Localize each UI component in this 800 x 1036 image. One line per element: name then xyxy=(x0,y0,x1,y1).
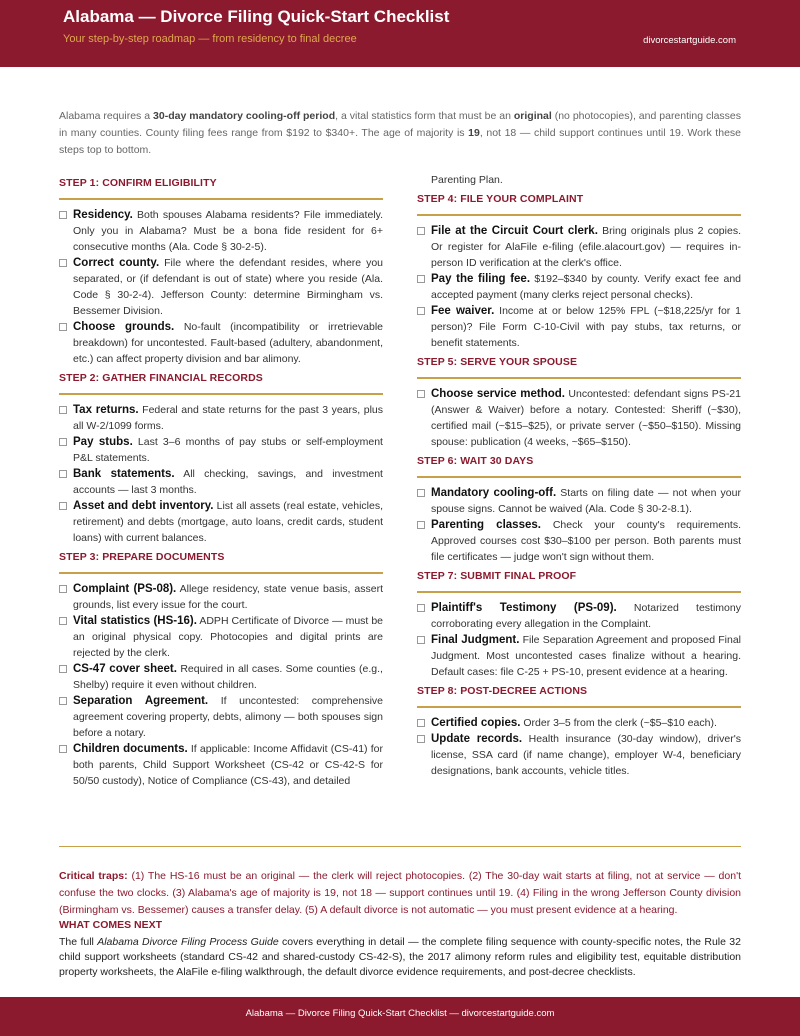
checkbox-icon[interactable] xyxy=(59,585,67,593)
item-text: Starts on filing date — not when your spouse signs. Cannot be waived (Ala. Code § 30-2-8.1). xyxy=(431,487,741,515)
step-5-heading: STEP 5: SERVE YOUR SPOUSE xyxy=(417,356,578,368)
step-divider xyxy=(59,393,383,395)
item-lead: Choose service method. xyxy=(431,388,565,400)
step-divider xyxy=(417,377,741,379)
checkbox-icon[interactable] xyxy=(417,604,425,612)
step-divider xyxy=(417,476,741,478)
item-text: If applicable: Income Affidavit (CS-41) for both parents, Child Support Worksheet (CS-42 or CS-42-S for 50/50 custody), Notice of Compliance (CS-43), and detailed xyxy=(73,743,383,787)
checklist-item[interactable] xyxy=(59,319,383,367)
step-4-heading: STEP 4: FILE YOUR COMPLAINT xyxy=(417,193,584,205)
item-text: Required in all cases. Some counties (e.g., Shelby) require it even without children. xyxy=(73,663,383,691)
item-text: All checking, savings, and investment accounts — last 3 months. xyxy=(73,468,383,496)
checkbox-icon[interactable] xyxy=(59,211,67,219)
page-footer xyxy=(0,997,800,1036)
right-column xyxy=(417,172,741,779)
checkbox-icon[interactable] xyxy=(59,617,67,625)
item-text: Health insurance (30-day window), driver's license, SSA card (if name change), employer W-4, beneficiary designations, bank accounts, vehicle titles. xyxy=(431,733,741,777)
item-text: Bring originals plus 2 copies. Or register for AlaFile e-filing (efile.alacourt.gov) — requires in-person ID verification at the clerk's office. xyxy=(431,225,741,269)
step-2-heading: STEP 2: GATHER FINANCIAL RECORDS xyxy=(59,372,263,384)
checkbox-icon[interactable] xyxy=(59,406,67,414)
item-text: If uncontested: comprehensive agreement covering property, debts, alimony — both spouses sign before a notary. xyxy=(73,695,384,739)
checkbox-icon[interactable] xyxy=(59,697,67,705)
checklist-item[interactable] xyxy=(417,600,741,632)
what-comes-next-heading: WHAT COMES NEXT xyxy=(59,919,163,931)
page-header xyxy=(0,0,800,67)
checkbox-icon[interactable] xyxy=(59,323,67,331)
item-text: $192–$340 by county. Verify exact fee and accepted payment (many clerks reject personal checks). xyxy=(431,273,742,301)
item-text: File where the defendant resides, where you separated, or (if defendant is out of state) where you reside (Ala. Code § 30-2-4). Jefferson County: determine Birmingham vs. Bessemer Division. xyxy=(73,257,383,317)
item-lead: Update records. xyxy=(431,733,523,745)
checklist-item[interactable] xyxy=(59,581,383,613)
checkbox-icon[interactable] xyxy=(59,259,67,267)
checkbox-icon[interactable] xyxy=(417,275,425,283)
checkbox-icon[interactable] xyxy=(59,745,67,753)
intro-text: (no photocopies), and parenting classes in many counties. County filing fees range from $192 to $340+. The age of majority is xyxy=(59,110,741,139)
checklist-item[interactable] xyxy=(59,434,383,466)
footer-text: Alabama — Divorce Filing Quick-Start Checklist — divorcestartguide.com xyxy=(245,1008,555,1019)
item-text: Check your county's requirements. Approved courses cost $30–$100 per person. Both parents must file certificates — judge won't sign without them. xyxy=(431,519,741,563)
item-lead: Fee waiver. xyxy=(431,305,495,317)
item-lead: Pay stubs. xyxy=(73,436,133,448)
item-lead: Parenting classes. xyxy=(431,519,541,531)
item-lead: Complaint (PS-08). xyxy=(73,583,177,595)
item-text: ADPH Certificate of Divorce — must be an original physical copy. Photocopies and digital prints are rejected by the clerk. xyxy=(73,615,384,659)
checkbox-icon[interactable] xyxy=(417,390,425,398)
checkbox-icon[interactable] xyxy=(417,227,425,235)
item-text: Uncontested: defendant signs PS-21 (Answer & Waiver) before a notary. Contested: Sheriff (~$30), certified mail (~$15–$25), or private server (~$50–$150). Missing spouse: publication (4 weeks, ~$65–$150). xyxy=(431,388,741,448)
checkbox-icon[interactable] xyxy=(417,307,425,315)
item-lead: File at the Circuit Court clerk. xyxy=(431,225,598,237)
next-text: The full xyxy=(59,936,98,948)
checklist-item[interactable] xyxy=(417,517,741,565)
item-text: Order 3–5 from the clerk (~$5–$10 each). xyxy=(520,717,717,729)
checklist-item[interactable] xyxy=(59,255,383,319)
checklist-item[interactable] xyxy=(59,207,383,255)
item-text: Allege residency, state venue basis, assert grounds, list every issue for the court. xyxy=(73,583,383,611)
item-lead: Correct county. xyxy=(73,257,160,269)
traps-label: Critical traps: xyxy=(59,870,128,882)
intro-text: Alabama requires a xyxy=(59,110,154,122)
item-text: List all assets (real estate, vehicles, retirement) and debts (mortgage, auto loans, credit cards, student loans) with current balances. xyxy=(73,500,383,544)
step-7-heading: STEP 7: SUBMIT FINAL PROOF xyxy=(417,570,577,582)
step-3-heading: STEP 3: PREPARE DOCUMENTS xyxy=(59,551,225,563)
item-lead: Residency. xyxy=(73,209,133,221)
checklist-item[interactable] xyxy=(417,632,741,680)
checklist-item[interactable] xyxy=(59,741,383,789)
critical-traps xyxy=(59,868,741,919)
item-text: Both spouses Alabama residents? File immediately. Only you in Alabama? Must be a bona fide resident for 6+ consecutive months (Ala. Code § 30-2-5). xyxy=(73,209,383,253)
item-lead: Tax returns. xyxy=(73,404,139,416)
checklist-item[interactable] xyxy=(417,223,741,271)
checklist-item[interactable] xyxy=(417,303,741,351)
item-lead: Asset and debt inventory. xyxy=(73,500,214,512)
intro-paragraph xyxy=(59,108,741,159)
checkbox-icon[interactable] xyxy=(417,735,425,743)
item-lead: Choose grounds. xyxy=(73,321,175,333)
item-lead: Final Judgment. xyxy=(431,634,520,646)
step-6-heading: STEP 6: WAIT 30 DAYS xyxy=(417,455,534,467)
item-text: No-fault (incompatibility or irretrievable breakdown) for uncontested. Fault-based (adultery, abandonment, etc.) can affect property division and bar alimony. xyxy=(73,321,383,365)
checklist-item[interactable] xyxy=(59,693,383,741)
item-lead: Certified copies. xyxy=(431,717,521,729)
section-divider xyxy=(59,846,741,847)
checklist-item[interactable] xyxy=(59,661,383,693)
checklist-item[interactable] xyxy=(417,386,741,450)
item-text: File Separation Agreement and proposed Final Judgment. Most uncontested cases finalize without a hearing. Default cases: file C-25 + PS-10, present evidence at a hearing. xyxy=(431,634,742,678)
step-divider xyxy=(59,198,383,200)
intro-bold-original: original xyxy=(513,110,552,122)
page-title: Alabama — Divorce Filing Quick-Start Checklist xyxy=(63,7,450,26)
item-continuation: Parenting Plan. xyxy=(431,174,503,186)
item-lead: Vital statistics (HS-16). xyxy=(73,615,197,627)
item-text: Income at or below 125% FPL (~$18,225/yr for 1 person)? File Form C-10-Civil with pay stubs, tax returns, or benefit statements. xyxy=(431,305,741,349)
checklist-item[interactable] xyxy=(59,466,383,498)
item-text: Last 3–6 months of pay stubs or self-employment P&L statements. xyxy=(73,436,383,464)
page-subtitle: Your step-by-step roadmap — from residency to final decree xyxy=(63,33,357,45)
step-divider xyxy=(417,706,741,708)
item-lead: CS-47 cover sheet. xyxy=(73,663,177,675)
step-divider xyxy=(417,214,741,216)
checklist-item[interactable] xyxy=(417,715,741,731)
checkbox-icon[interactable] xyxy=(59,438,67,446)
checklist-item[interactable] xyxy=(59,402,383,434)
checkbox-icon[interactable] xyxy=(417,636,425,644)
item-lead: Children documents. xyxy=(73,743,188,755)
checklist-item[interactable] xyxy=(417,485,741,517)
item-lead: Pay the filing fee. xyxy=(431,273,531,285)
left-column xyxy=(59,172,383,789)
item-lead: Plaintiff's Testimony (PS-09). xyxy=(431,602,617,614)
step-divider xyxy=(59,572,383,574)
checkbox-icon[interactable] xyxy=(59,665,67,673)
site-name: divorcestartguide.com xyxy=(643,35,736,46)
guide-title: Alabama Divorce Filing Process Guide xyxy=(97,936,279,948)
checkbox-icon[interactable] xyxy=(417,521,425,529)
item-text: Notarized testimony corroborating every allegation in the Complaint. xyxy=(431,602,741,630)
checkbox-icon[interactable] xyxy=(417,719,425,727)
item-lead: Separation Agreement. xyxy=(73,695,209,707)
what-comes-next-paragraph xyxy=(59,935,741,980)
checkbox-icon[interactable] xyxy=(59,470,67,478)
item-lead: Mandatory cooling-off. xyxy=(431,487,557,499)
checklist-item[interactable] xyxy=(59,498,383,546)
checkbox-icon[interactable] xyxy=(59,502,67,510)
item-text: Federal and state returns for the past 3 years, plus all W-2/1099 forms. xyxy=(73,404,383,432)
intro-text: , not 18 — child support continues until 19. Work these steps top to bottom. xyxy=(59,127,741,156)
checklist-item[interactable] xyxy=(59,613,383,661)
checklist-item[interactable] xyxy=(417,271,741,303)
step-divider xyxy=(417,591,741,593)
checkbox-icon[interactable] xyxy=(417,489,425,497)
checklist-item[interactable] xyxy=(417,731,741,779)
step-1-heading: STEP 1: CONFIRM ELIGIBILITY xyxy=(59,177,217,189)
step-8-heading: STEP 8: POST-DECREE ACTIONS xyxy=(417,685,588,697)
item-lead: Bank statements. xyxy=(73,468,175,480)
next-text: covers everything in detail — the complete filing sequence with county-specific notes, the Rule 32 child support worksheets (standard CS-42 and shared-custody CS-42-S), the 2017 alimony reform rules and eligibility test, equitable distribution property worksheets, the AlaFile e-filing walkthrough, the default divorce evidence requirements, and post-decree checklists. xyxy=(59,936,741,978)
intro-bold-age: 19 xyxy=(468,127,480,139)
intro-bold-cooling-off: 30-day mandatory cooling-off period xyxy=(153,110,336,122)
intro-text: , a vital statistics form that must be an xyxy=(335,110,514,122)
traps-text: (1) The HS-16 must be an original — the clerk will reject photocopies. (2) The 30-day wait starts at filing, not at service — don't confuse the two clocks. (3) Alabama's age of majority is 19, not 18 — support continues until 19. (4) Filing in the wrong Jefferson County division (Birmingham vs. Bessemer) causes a transfer delay. (5) A default divorce is not automatic — you must present evidence at a hearing. xyxy=(59,870,742,916)
